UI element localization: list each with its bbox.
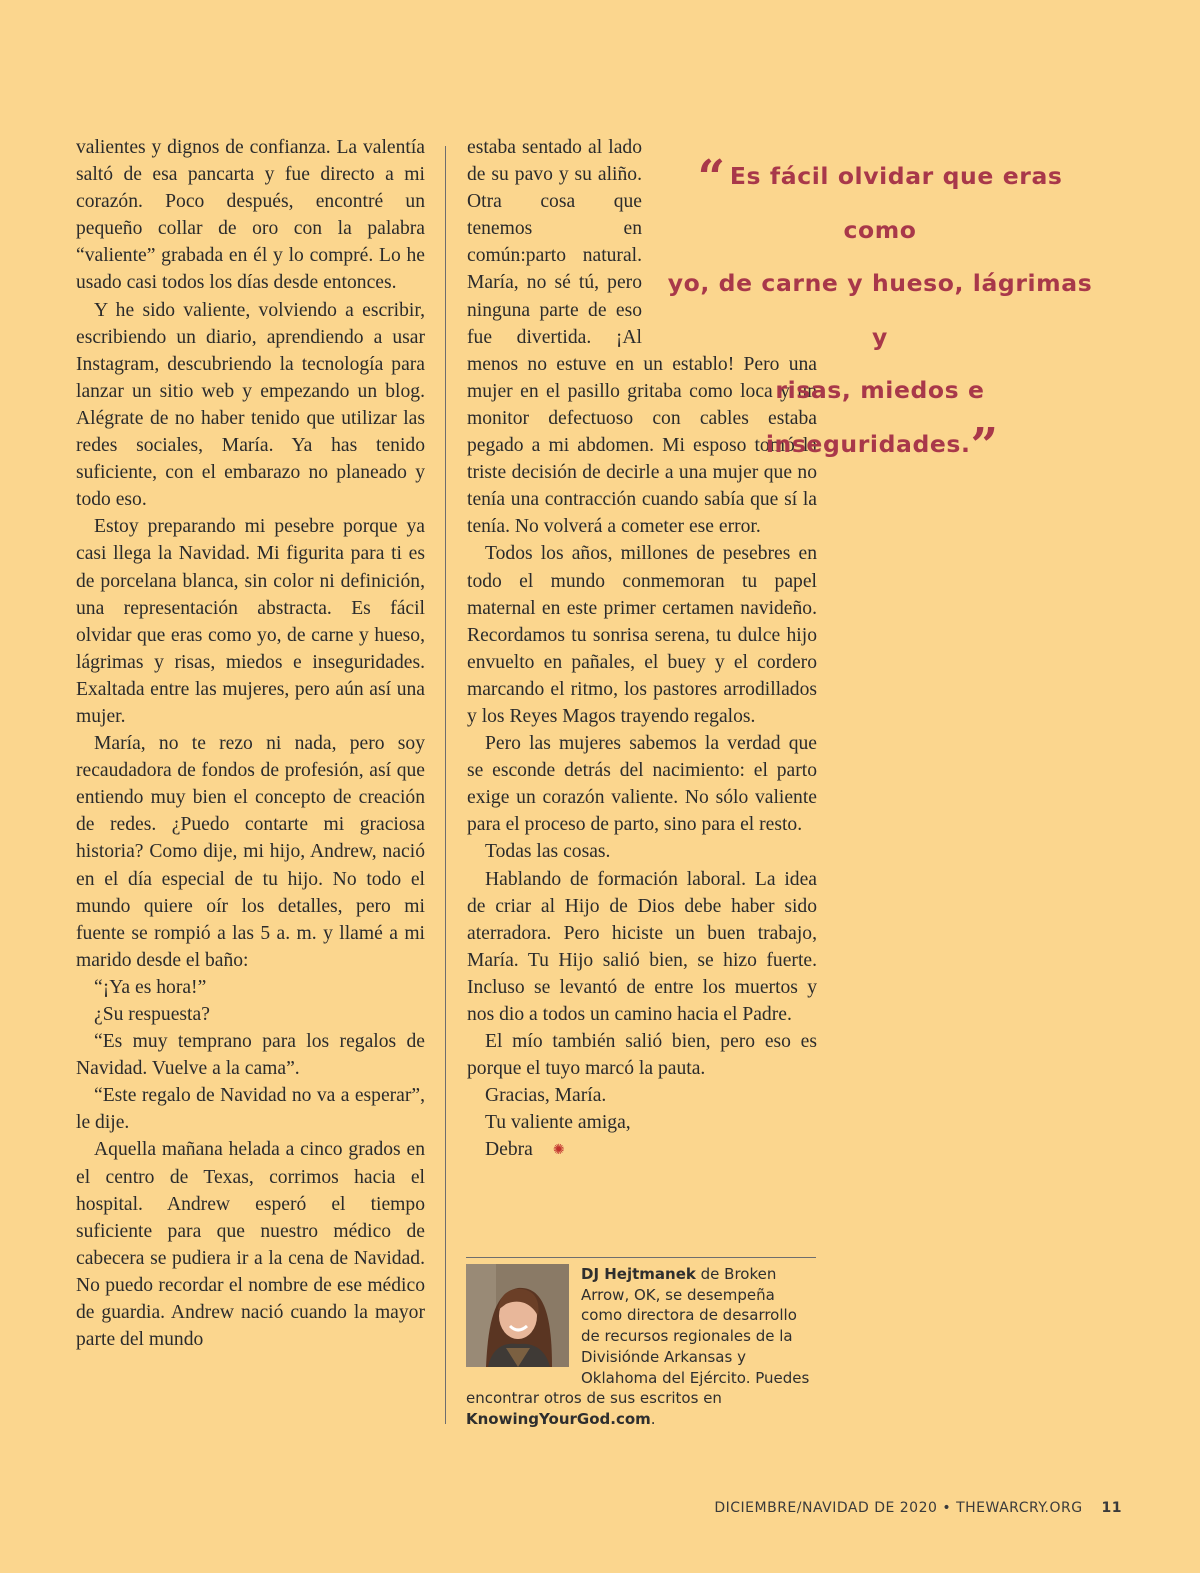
- signature-line: [467, 1136, 817, 1164]
- paragraph: Estoy preparando mi pesebre porque ya casi llega la Navidad. Mi figurita para ti es de porcelana blanca, sin color ni definición, una representación abstracta. Es fácil olvidar que eras como yo, de carne y hueso, lágrimas y risas, miedos e inseguridades. Exaltada entre las mujeres, pero aún así una mujer.: [76, 516, 425, 727]
- author-name: DJ Hejtmanek: [581, 1265, 696, 1283]
- paragraph: El mío también salió bien, pero eso es porque el tuyo marcó la pauta.: [467, 1031, 817, 1080]
- open-quote-icon: “: [697, 150, 722, 206]
- paragraph: Gracias, María.: [485, 1085, 607, 1107]
- issue-label: DICIEMBRE/NAVIDAD DE 2020: [714, 1500, 938, 1516]
- paragraph: Todos los años, millones de pesebres en todo el mundo conmemoran tu papel maternal en este primer certamen navideño. Recordamos tu sonrisa serena, tu dulce hijo envuelto en pañales, el buey y el cordero marcando el ritmo, los pastores arrodillados y los Reyes Magos trayendo regalos.: [467, 543, 817, 727]
- paragraph: Aquella mañana helada a cinco grados en el centro de Texas, corrimos hacia el hospital. Andrew esperó el tiempo suficiente para que nuestro médico de cabecera se pudiera ir a la cena de Navidad. No puedo recordar el nombre de ese médico de guardia. Andrew nació cuando la mayor parte del mundo: [76, 1139, 425, 1351]
- photo-spacer: [466, 1264, 581, 1368]
- close-quote-icon: ”: [970, 417, 995, 474]
- paragraph: Y he sido valiente, volviendo a escribir, escribiendo un diario, aprendiendo a usar Instagram, descubriendo la tecnología para lanzar un sitio web y empezando un blog. Alégrate de no haber tenido que utilizar las redes sociales, María. Ya has tenido suficiente, con el embarazo no planeado y todo eso.: [76, 299, 425, 511]
- author-bio: DJ Hejtmanek de Broken Arrow, OK, se desempeña como directora de desarrollo de recursos regionales de la Divisiónde Arkansas y Oklahoma del Ejército. Puedes encontrar otros de sus escritos en KnowingYourGod.com.: [466, 1265, 810, 1428]
- footer-separator: •: [942, 1500, 952, 1516]
- paragraph: ¿Su respuesta?: [94, 1004, 210, 1025]
- column-divider: [445, 146, 446, 1424]
- paragraph: “¡Ya es hora!”: [94, 976, 207, 998]
- pull-quote-line: “ Es fácil olvidar que eras como: [697, 150, 1063, 244]
- end-mark-icon: ✺: [552, 1143, 565, 1159]
- bio-divider: [466, 1257, 816, 1258]
- pull-quote-line: yo, de carne y hueso, lágrimas y: [667, 269, 1093, 351]
- signature: Debra: [485, 1139, 533, 1161]
- pull-quote-line: risas, miedos e inseguridades.”: [765, 376, 995, 474]
- page-footer: [714, 1500, 1122, 1516]
- site-label: THEWARCRY.ORG: [956, 1500, 1083, 1516]
- paragraph: Tu valiente amiga,: [485, 1112, 631, 1134]
- paragraph: Hablando de formación laboral. La idea de criar al Hijo de Dios debe haber sido aterradora. Pero hiciste un buen trabajo, María. Tu Hijo salió bien, se hizo fuerte. Incluso se levantó de entre los muertos y nos dio a todos un camino hacia el Padre.: [467, 868, 817, 1025]
- paragraph: “Este regalo de Navidad no va a esperar”, le dije.: [76, 1085, 425, 1134]
- paragraph: Todas las cosas.: [485, 841, 611, 863]
- paragraph: María, no te rezo ni nada, pero soy recaudadora de fondos de profesión, así que entiendo muy bien el concepto de creación de redes. ¿Puedo contarte mi graciosa historia? Como dije, mi hijo, Andrew, nació en el día especial de tu hijo. No todo el mundo quiere oír los detalles, pero mi fuente se rompió a las 5 a. m. y llamé a mi marido desde el baño:: [76, 733, 425, 971]
- paragraph: Pero las mujeres sabemos la verdad que se esconde detrás del nacimiento: el parto exige un corazón valiente. No sólo valiente para el proceso de parto, sino para el resto.: [467, 733, 817, 836]
- paragraph: estaba sentado al lado de su pavo y su aliño. Otra cosa que tenemos en común:parto natural. María, no sé tú, pero ninguna parte de eso fue divertida. ¡Al menos no estuve en un establo! Pero una mujer en el pasillo gritaba como loca y un monitor defectuoso con cables estaba pegado a mi abdomen. Mi esposo tomó la triste decisión de decirle a una mujer que no tenía una contracción cuando sabía que sí la tenía. No volverá a cometer ese error.: [467, 137, 817, 538]
- paragraph: “Es muy temprano para los regalos de Navidad. Vuelve a la cama”.: [76, 1031, 425, 1080]
- article-column-left: [76, 134, 425, 1353]
- website-link[interactable]: KnowingYourGod.com: [466, 1409, 651, 1428]
- paragraph: valientes y dignos de confianza. La valentía saltó de esa pancarta y fue directo a mi corazón. Poco después, encontré un pequeño collar de oro con la palabra “valiente” grabada en él y lo compré. Lo he usado casi todos los días desde entonces.: [76, 137, 425, 294]
- page-number: 11: [1101, 1500, 1122, 1516]
- bio-text: de Broken Arrow, OK, se desempeña como directora de desarrollo de recursos regionales de la Divisiónde Arkansas y Oklahoma del Ejército. Puedes encontrar otros de sus escritos en: [466, 1265, 810, 1408]
- pull-quote: [660, 150, 1100, 474]
